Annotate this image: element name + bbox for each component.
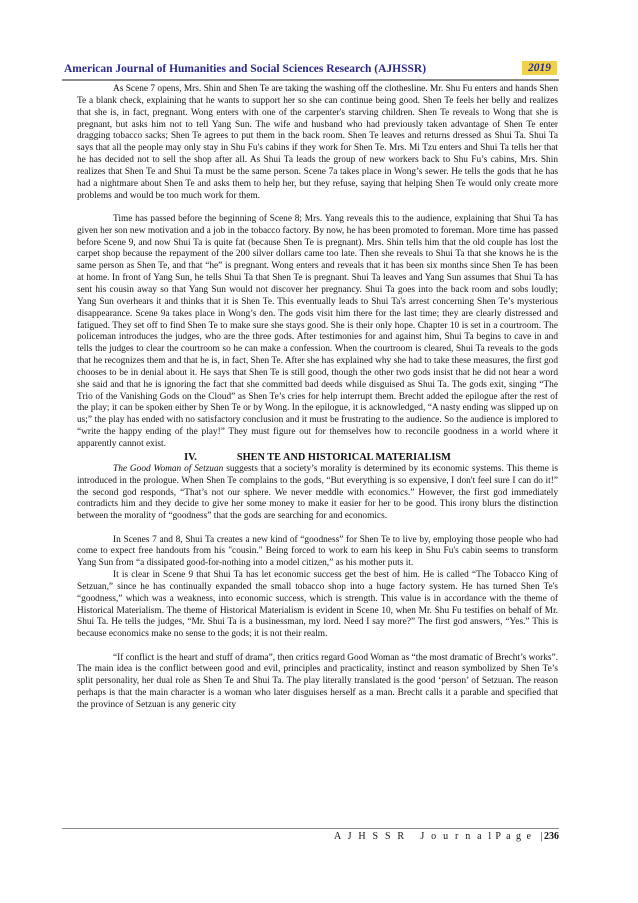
section-heading xyxy=(77,452,558,464)
section-number: IV. xyxy=(184,451,197,463)
paragraph-historical-materialism xyxy=(77,464,558,523)
paragraph-scene-8: Time has passed before the beginning of Scene 8; Mrs. Yang reveals this to the audience, explaining that Shui Ta has given her son new motivation and a job in the tobacco factory. By now, he has been promoted to foreman. More time has passed before Scene 9, and now Shui Ta is quite fat (because Shen Te is pregnant). Mrs. Shin tells him that the old couple has lost the carpet shop because the repayment of the 200 silver dollars came too late. Then she reveals to Shui Ta that she knows he is the same person as Shen Te, and that “he” is pregnant. Wong enters and reveals that it has been six months since Shen Te has been at home. In front of Yang Sun, he tells Shui Ta that Shen Te is pregnant. Shui Ta leaves and Yang Sun assumes that Shui Ta has sent his cousin away so that Yang Sun would not discover her pregnancy. Shui Ta goes into the back room and sobs loudly; Yang Sun overhears it and thinks that it is Shen Te. This eventually leads to Shui Ta's arrest concerning Shen Te’s mysterious disappearance. Scene 9a takes place in Wong’s den. The gods visit him there for the last time; they are clearly distressed and fatigued. They set off to find Shen Te to make sure she stays good. She is their only hope. Chapter 10 is set in a courtroom. The policeman introduces the judges, who are the three gods. After testimonies for and against him, Shui Ta begins to cave in and tells the judges to clear the courtroom so he can make a confession. When the courtroom is cleared, Shui Ta reveals to the gods that he recognizes them and that he is, in fact, Shen Te. After she has explained why she had to take these measures, the first god chooses to be in denial about it. He says that Shen Te is still good, though the other two gods insist that he did not hear a word she said and that he is ignoring the fact that she committed bad deeds while disguised as Shui Ta. The gods exit, singing “The Trio of the Vanishing Gods on the Cloud” as Shen Te’s cries for help interrupt them. Brecht added the epilogue after the rest of the play; it can be spoken either by Shen Te or by Wong. In the epilogue, it is acknowledged, “A nasty ending was slipped up on us;” the play has ended with no satisfactory conclusion and it must be frustrating to the audience. So the audience is implored to “write the happy ending of the play!” They must figure out for themselves how to reconcile goodness in a world where it apparently cannot exist. xyxy=(77,213,558,449)
article-body xyxy=(77,84,558,712)
header-year-badge: 2019 xyxy=(522,61,557,75)
page-footer xyxy=(62,828,559,845)
footer-journal-name: A J H S S R J o u r n a l xyxy=(334,831,494,842)
journal-title: American Journal of Humanities and Social Sciences Research (AJHSSR) xyxy=(64,63,427,75)
footer-page-indicator xyxy=(495,831,559,842)
paragraph-historical-materialism-text: suggests that a society’s morality is determined by its economic systems. This theme is introduced in the prologue. When Shen Te complains to the gods, “But everything is so expensive, I don't feel sure I can do it!” the second god responds, “That’s not our sphere. We never meddle with economics.” However, the first god immediately contradicts him and they decide to give her some money to make it easier for her to be good. This irony blurs the distinction between the morality of “goodness” that the gods are searching for and economics. xyxy=(77,463,558,522)
play-title-italic: The Good Woman of Setzuan xyxy=(113,463,224,474)
page-number: 236 xyxy=(544,831,559,842)
paragraph-conflict: “If conflict is the heart and stuff of drama”, then critics regard Good Woman as “the most dramatic of Brecht’s works”. The main idea is the conflict between good and evil, principles and practicality, instinct and reason symbolized by Shen Te’s split personality, her dual role as Shen Te and Shui Ta. The play literally translated is the good ‘person’ of Setzuan. The reason perhaps is that the main character is a woman who later disguises herself as a man. Brecht calls it a parable and specified that the province of Setzuan is any generic city xyxy=(77,652,558,710)
paragraph-scenes-7-8: In Scenes 7 and 8, Shui Ta creates a new kind of “goodness” for Shen Te to live by, employing those people who had come to expect free handouts from his "cousin." Being forced to work to earn his keep in Shu Fu's cabin seems to transform Yang Sun from “a dissipated good-for-nothing into a model citizen,” as his mother puts it. xyxy=(77,534,558,569)
section-title: SHEN TE AND HISTORICAL MATERIALISM xyxy=(236,451,451,463)
footer-page-label: P a g e | xyxy=(495,831,544,842)
page-header xyxy=(62,61,559,81)
paragraph-scene-9: It is clear in Scene 9 that Shui Ta has let economic success get the best of him. He is called “The Tobacco King of Setzuan,” since he has continually expanded the small tobacco shop into a huge factory system. He has turned Shen Te's “goodness,” which was a weakness, into economic success, which is strength. This value is in accordance with the theme of Historical Materialism. The theme of Historical Materialism is evident in Scene 10, when Mr. Shu Fu testifies on behalf of Mr. Shui Ta. He tells the judges, “Mr. Shui Ta is a businessman, my lord. Need I say more?” The first god answers, “Yes.” This is because economics make no sense to the gods; it is not their realm. xyxy=(77,570,558,640)
paragraph-scene-7: As Scene 7 opens, Mrs. Shin and Shen Te are taking the washing off the clothesline. Mr. Shu Fu enters and hands Shen Te a blank check, explaining that he wants to support her so she can continue being good. Shen Te feels her belly and realizes that she is, in fact, pregnant. Wong enters with one of the carpenter's starving children. Shen Te reveals to Wong that she is pregnant, but asks him not to tell Yang Sun. The wife and husband who had previously taken advantage of Shen Te enter dragging tobacco sacks; Shen Te agrees to put them in the back room. Shen Te leaves and returns dressed as Shui Ta. Shui Ta says that all the people may only stay in Shu Fu's cabins if they work for Shen Te. Mrs. Mi Tzu enters and Shui Ta tells her that he has decided not to sell the shop after all. As Shui Ta leads the group of new workers back to Shu Fu’s cabins, Mrs. Shin realizes that Shen Te and Shui Ta must be the same person. Scene 7a takes place in Wong’s sewer. He tells the gods that he has had a nightmare about Shen Te and asks them to help her, but they refuse, saying that helping Shen Te would only create more problems and would be too much work for them. xyxy=(77,84,558,201)
